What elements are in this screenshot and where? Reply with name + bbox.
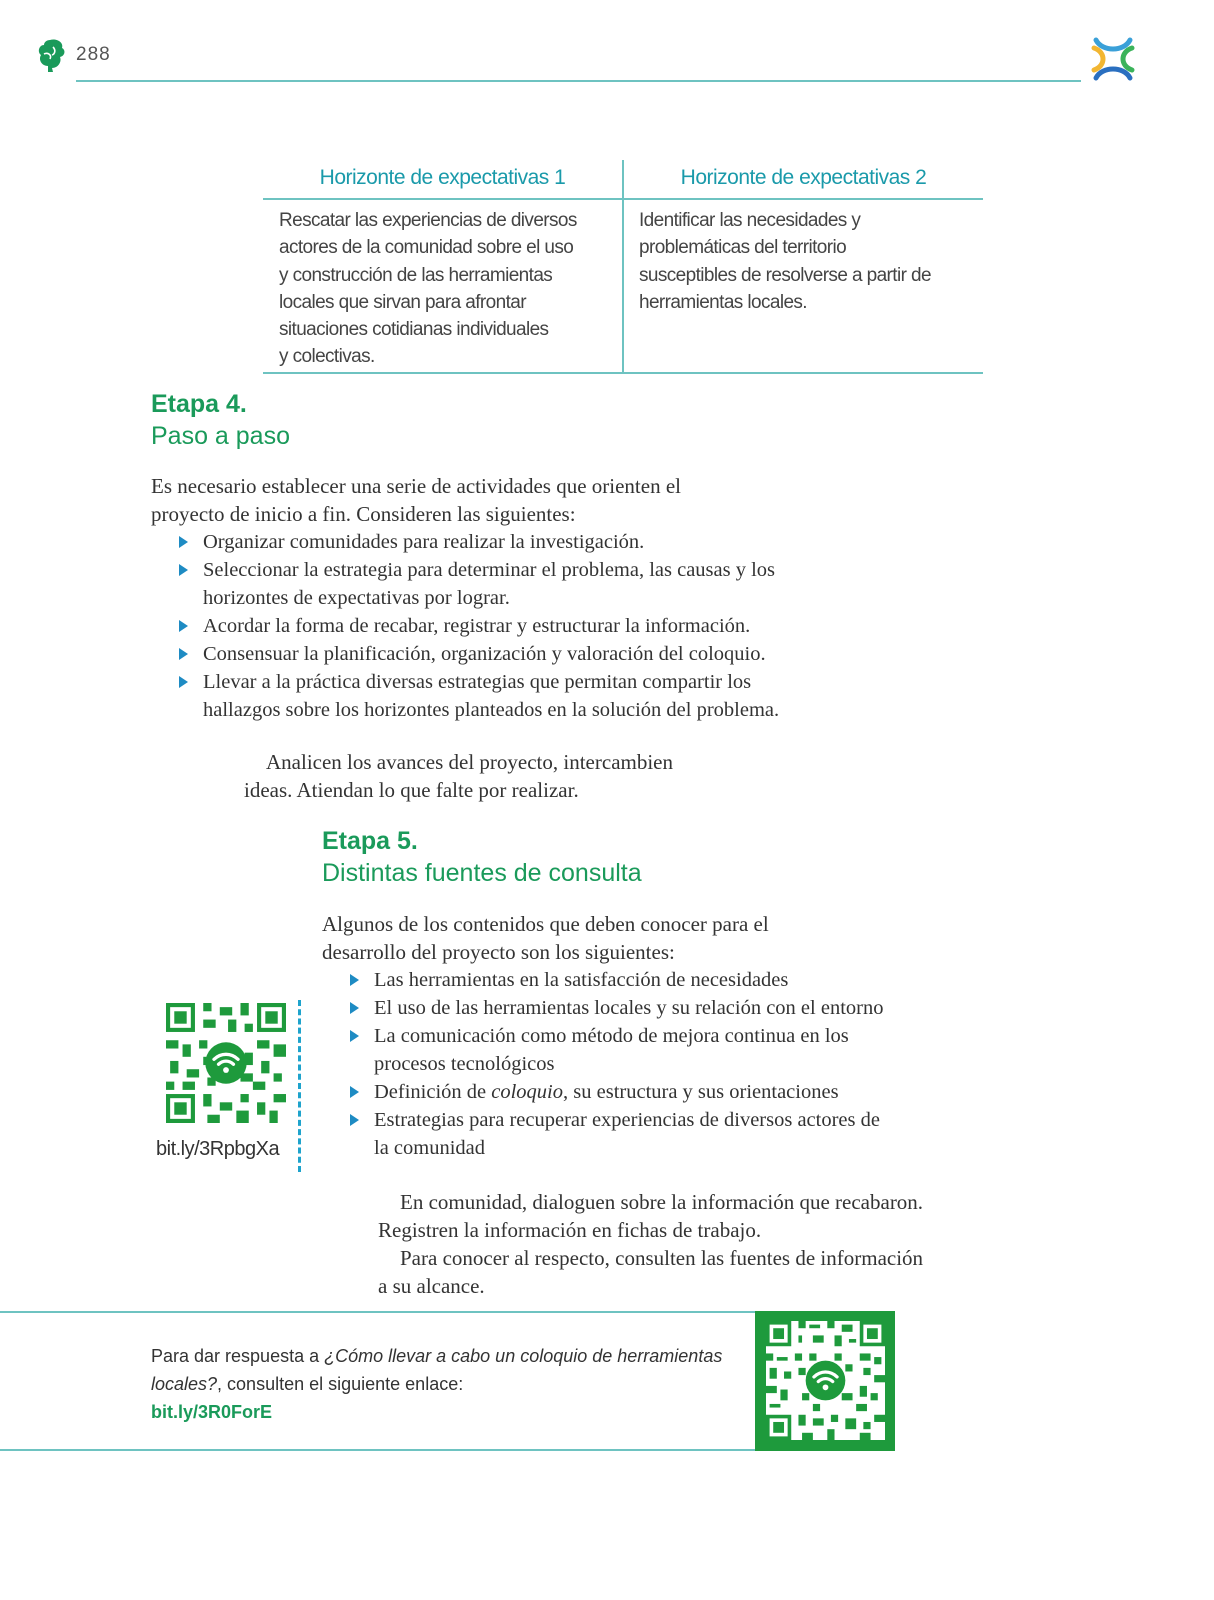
etapa5-intro-line: desarrollo del proyecto son los siguientes: bbox=[322, 940, 675, 964]
table-cell-line: situaciones cotidianas individuales bbox=[279, 319, 549, 341]
page-number: 288 bbox=[76, 44, 111, 65]
table-header-divider bbox=[263, 198, 983, 200]
footer-top-border bbox=[0, 1311, 755, 1313]
table-cell-line: Identificar las necesidades y bbox=[639, 210, 861, 231]
etapa5-title: Distintas fuentes de consulta bbox=[322, 859, 642, 887]
list-item: Llevar a la práctica diversas estrategias que permitan compartir los hallazgos sobre los horizontes planteados en la solución del problema. bbox=[177, 668, 897, 724]
qr-code-icon[interactable] bbox=[166, 1003, 286, 1123]
etapa4-activity-list bbox=[177, 528, 897, 724]
bullet-triangle-icon bbox=[350, 1114, 359, 1126]
table-cell-line: y construcción de las herramientas bbox=[279, 264, 553, 286]
bullet-triangle-icon bbox=[179, 620, 188, 632]
list-item: Seleccionar la estrategia para determinar el problema, las causas y los horizontes de expectativas por lograr. bbox=[177, 556, 897, 612]
coloquio-term: coloquio bbox=[491, 1081, 564, 1103]
etapa4-note bbox=[244, 748, 764, 804]
table-header-col2: Horizonte de expectativas 2 bbox=[680, 166, 927, 189]
list-item: Acordar la forma de recabar, registrar y estructurar la información. bbox=[177, 612, 897, 640]
list-item: Organizar comunidades para realizar la investigación. bbox=[177, 528, 897, 556]
table-header-col1: Horizonte de expectativas 1 bbox=[319, 166, 566, 189]
bullet-triangle-icon bbox=[350, 974, 359, 986]
etapa4-note-line: ideas. Atiendan lo que falte por realizar. bbox=[244, 778, 579, 802]
table-cell-line: y colectivas. bbox=[279, 346, 375, 368]
footer-link[interactable]: bit.ly/3R0ForE bbox=[151, 1402, 273, 1422]
list-item: Las herramientas en la satisfacción de necesidades bbox=[348, 966, 968, 994]
bullet-triangle-icon bbox=[179, 676, 188, 688]
etapa5-intro bbox=[322, 910, 942, 966]
etapa5-number: Etapa 5. bbox=[322, 827, 418, 855]
bullet-triangle-icon bbox=[350, 1086, 359, 1098]
etapa5-note bbox=[378, 1188, 998, 1300]
etapa4-intro-line: Es necesario establecer una serie de actividades que orienten el bbox=[151, 474, 681, 498]
table-cell-line: Rescatar las experiencias de diversos bbox=[279, 210, 577, 231]
qr-divider bbox=[298, 1000, 301, 1172]
leaf-figure-icon bbox=[36, 38, 66, 72]
etapa5-note-line: Registren la información en fichas de trabajo. bbox=[378, 1218, 762, 1242]
footer-text: Para dar respuesta a ¿Cómo llevar a cabo un coloquio de herramientas locales?, consulten el siguiente enlace: bit.ly/3R0ForE bbox=[151, 1342, 731, 1426]
footer-question: ¿Cómo llevar a cabo un coloquio de herramientas locales? bbox=[151, 1346, 723, 1394]
table-cell-line: actores de la comunidad sobre el uso bbox=[279, 237, 574, 259]
etapa5-intro-line: Algunos de los contenidos que deben conocer para el bbox=[322, 912, 769, 936]
bullet-triangle-icon bbox=[350, 1030, 359, 1042]
list-item: La comunicación como método de mejora continua en los procesos tecnológicos bbox=[348, 1022, 968, 1078]
table-cell-col2 bbox=[639, 207, 969, 316]
qr-code-icon[interactable] bbox=[766, 1321, 885, 1440]
etapa5-note-line: Para conocer al respecto, consulten las fuentes de información bbox=[400, 1246, 924, 1270]
table-cell-line: problemáticas del territorio bbox=[639, 237, 847, 259]
bullet-triangle-icon bbox=[179, 536, 188, 548]
etapa5-note-line: a su alcance. bbox=[378, 1274, 485, 1298]
table-column-divider bbox=[622, 160, 624, 374]
etapa5-content-list bbox=[348, 966, 968, 1162]
etapa5-heading bbox=[322, 825, 642, 889]
table-cell-line: herramientas locales. bbox=[639, 291, 807, 313]
etapa4-heading bbox=[151, 388, 290, 452]
etapa4-intro bbox=[151, 472, 871, 528]
list-item: Estrategias para recuperar experiencias de diversos actores de la comunidad bbox=[348, 1106, 968, 1162]
table-cell-line: locales que sirvan para afrontar bbox=[279, 291, 526, 313]
qr-short-link[interactable]: bit.ly/3RpbgXa bbox=[156, 1138, 280, 1160]
list-item: El uso de las herramientas locales y su relación con el entorno bbox=[348, 994, 968, 1022]
list-item: Definición de coloquio, su estructura y sus orientaciones bbox=[348, 1078, 968, 1106]
etapa4-number: Etapa 4. bbox=[151, 390, 247, 418]
bullet-triangle-icon bbox=[350, 1002, 359, 1014]
etapa5-note-line: En comunidad, dialoguen sobre la información que recabaron. bbox=[400, 1190, 924, 1214]
etapa4-intro-line: proyecto de inicio a fin. Consideren las siguientes: bbox=[151, 502, 576, 526]
table-bottom-border bbox=[263, 372, 983, 374]
bullet-triangle-icon bbox=[179, 648, 188, 660]
etapa4-note-line: Analicen los avances del proyecto, intercambien bbox=[266, 750, 673, 774]
footer-bottom-border bbox=[0, 1449, 755, 1451]
interlocking-knot-icon bbox=[1088, 34, 1138, 84]
list-item: Consensuar la planificación, organización y valoración del coloquio. bbox=[177, 640, 897, 668]
table-cell-line: susceptibles de resolverse a partir de bbox=[639, 264, 931, 286]
expectations-table bbox=[263, 160, 983, 374]
header-divider bbox=[76, 80, 1081, 82]
etapa4-title: Paso a paso bbox=[151, 422, 290, 450]
table-cell-col1 bbox=[279, 207, 599, 371]
bullet-triangle-icon bbox=[179, 564, 188, 576]
